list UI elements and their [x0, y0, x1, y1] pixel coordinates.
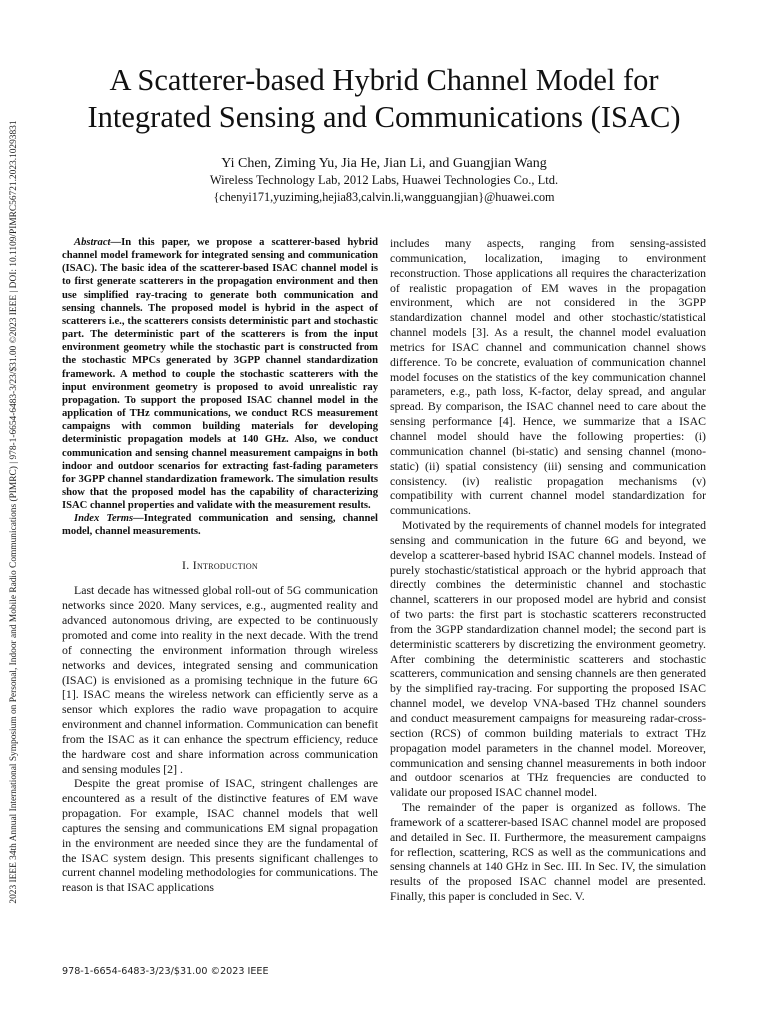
- intro-paragraph-4: The remainder of the paper is organized as follows. The framework of a scatterer-based ISAC channel model are proposed and detailed in Sec. II. Furthermore, the measurement campaigns for reflection, scattering, RCS as well as the communications and sensing channels at 140 GHz in Sec. III. In Sec. IV, the simulation results of the proposed ISAC channel model are presented. Finally, this paper is concluded in Sec. V.: [390, 800, 706, 904]
- abstract-label: Abstract: [74, 237, 111, 248]
- author-emails: {chenyi171,yuziming,hejia83,calvin.li,wangguangjian}@huawei.com: [213, 190, 555, 204]
- section-heading-introduction: I. Introduction: [181, 557, 259, 572]
- index-terms-label: Index Terms: [74, 513, 134, 525]
- left-column: [62, 236, 378, 895]
- author-list: Yi Chen, Ziming Yu, Jia He, Jian Li, and Guangjian Wang: [221, 156, 547, 171]
- copyright-footer: 978-1-6654-6483-3/23/$31.00 ©2023 IEEE: [62, 966, 269, 977]
- doi-side-note-text: 2023 IEEE 34th Annual International Symposium on Personal, Indoor and Mobile Radio Communications (PIMRC) | 978-1-6654-6483-3/23/$31.00 ©2023 IEEE | DOI: 10.1109/PIMRC56721.2023.10293831: [9, 120, 19, 904]
- right-column: [390, 236, 706, 904]
- title-line-2: Integrated Sensing and Communications (ISAC): [87, 100, 681, 134]
- intro-paragraph-3: Motivated by the requirements of channel models for integrated sensing and communication in the future 6G and beyond, we develop a scatterer-based hybrid ISAC channel models. Instead of purely stochastic/statistical approach or the hybrid approach that directly combines the deterministic channel and stochastic channel, scatterers in our proposed model are hybrid and consist of two parts: the first part is stochastic scatterers reconstructed from the 3GPP standardization channel model; the second part is deterministic scatterers by discretizing the environment geometry. After combining the deterministic scatterers and stochastic scatterers, communication and sensing channels are then generated by the simplified ray-tracing. For supporting the proposed ISAC channel model, we develop VNA-based THz channel sounders and conduct measurement campaigns for measureing radar-cross-section (RCS) of common building materials to extract THz propagation model parameters in the channel model. Moreover, communication and sensing channel measurements in both indoor and outdoor scenarios at THz frequencies are conducted to validate our proposed ISAC channel model.: [390, 518, 706, 800]
- title-line-1: A Scatterer-based Hybrid Channel Model for: [109, 63, 659, 97]
- paper-title: [60, 62, 708, 136]
- abstract-text: —In this paper, we propose a scatterer-based hybrid channel model framework for integrated sensing and communication (ISAC). The basic idea of the scatterer-based ISAC channel model is to first generate scatterers in the propagation environment and then use simplified ray-tracing to generate both communication and sensing channels. The proposed model is hybrid in the aspect of scatterers i.e., the scatterers consists deterministic part and stochastic part. The deterministic part of the scatterers is from the input environment geometry while the stochastic part is constructed from the stochastic MPCs generated by 3GPP channel standardization framework. A method to couple the stochastic scatterers with the input environment geometry is proposed to avoid unrealistic ray propagation. To support the proposed ISAC channel model in the application of THz communications, we conduct RCS measurement campaigns with common building materials for developing deterministic propagation models at 140 GHz. Also, we conduct communication and sensing channel measurement campaigns in both indoor and outdoor scenarios for extracting fast-fading parameters for 3GPP channel standardization framework. The simulation results show that the proposed model has the capability of characterizing ISAC channel properties and validate with the measurement results.: [62, 237, 378, 512]
- affiliation: Wireless Technology Lab, 2012 Labs, Huawei Technologies Co., Ltd.: [209, 173, 559, 187]
- intro-paragraph-2-continued: includes many aspects, ranging from sensing-assisted communication, localization, imaging to environment reconstruction. Those applications all requires the characterization of realistic propagation of EM waves in the propagation environment, which are not considered in the 3GPP standardization channel model and other stochastic/statistical channel models [3]. As a result, the channel model evaluation metrics for ISAC channel and communication channel shows difference. To be concrete, evaluation of communication channel model focuses on the statistics of the key communication channel parameters, e.g., path loss, K-factor, delay spread, and angular spread. By comparison, the ISAC channel need to care about the sensing performance [4]. Hence, we summarize that a ISAC channel model should have the following properties: (i) communication channel (bi-static) and sensing channel (mono-static) (ii) spatial consistency (iii) sensing and communication consistency. (iv) realistic propagation mechanisms (v) compatibility with current channel model standardization for communications.: [390, 236, 706, 518]
- abstract: [62, 236, 378, 512]
- index-terms-text: —Integrated communication and sensing, channel model, channel measurements.: [62, 513, 378, 538]
- index-terms: [62, 512, 378, 538]
- intro-paragraph-2: Despite the great promise of ISAC, stringent challenges are encountered as a result of the distinctive features of EM wave propagation. For example, ISAC channel models that well captures the sensing and communications EM signal propagation in the environment are needed since they are the fundamental of the ISAC system design. This presents significant challenges to current channel modeling methodologies for communications. The reason is that ISAC applications: [62, 776, 378, 895]
- intro-paragraph-1: Last decade has witnessed global roll-out of 5G communication networks since 2020. Many services, e.g., augmented reality and advanced autonomous driving, are expected to be continuously promoted and come into reality in the next decade. With the trend of connecting the environment information through wireless networks and devices, integrated sensing and communication (ISAC) is envisioned as a promising technique in the future 6G [1]. ISAC means the wireless network can efficiently serve as a sensor which explores the radio wave propagation to acquire environment and channel information. Communication can benefit from the ISAC as it can enhance the spectrum efficiency, reduce the hardware cost and share information across communication and sensing modules [2] .: [62, 583, 378, 776]
